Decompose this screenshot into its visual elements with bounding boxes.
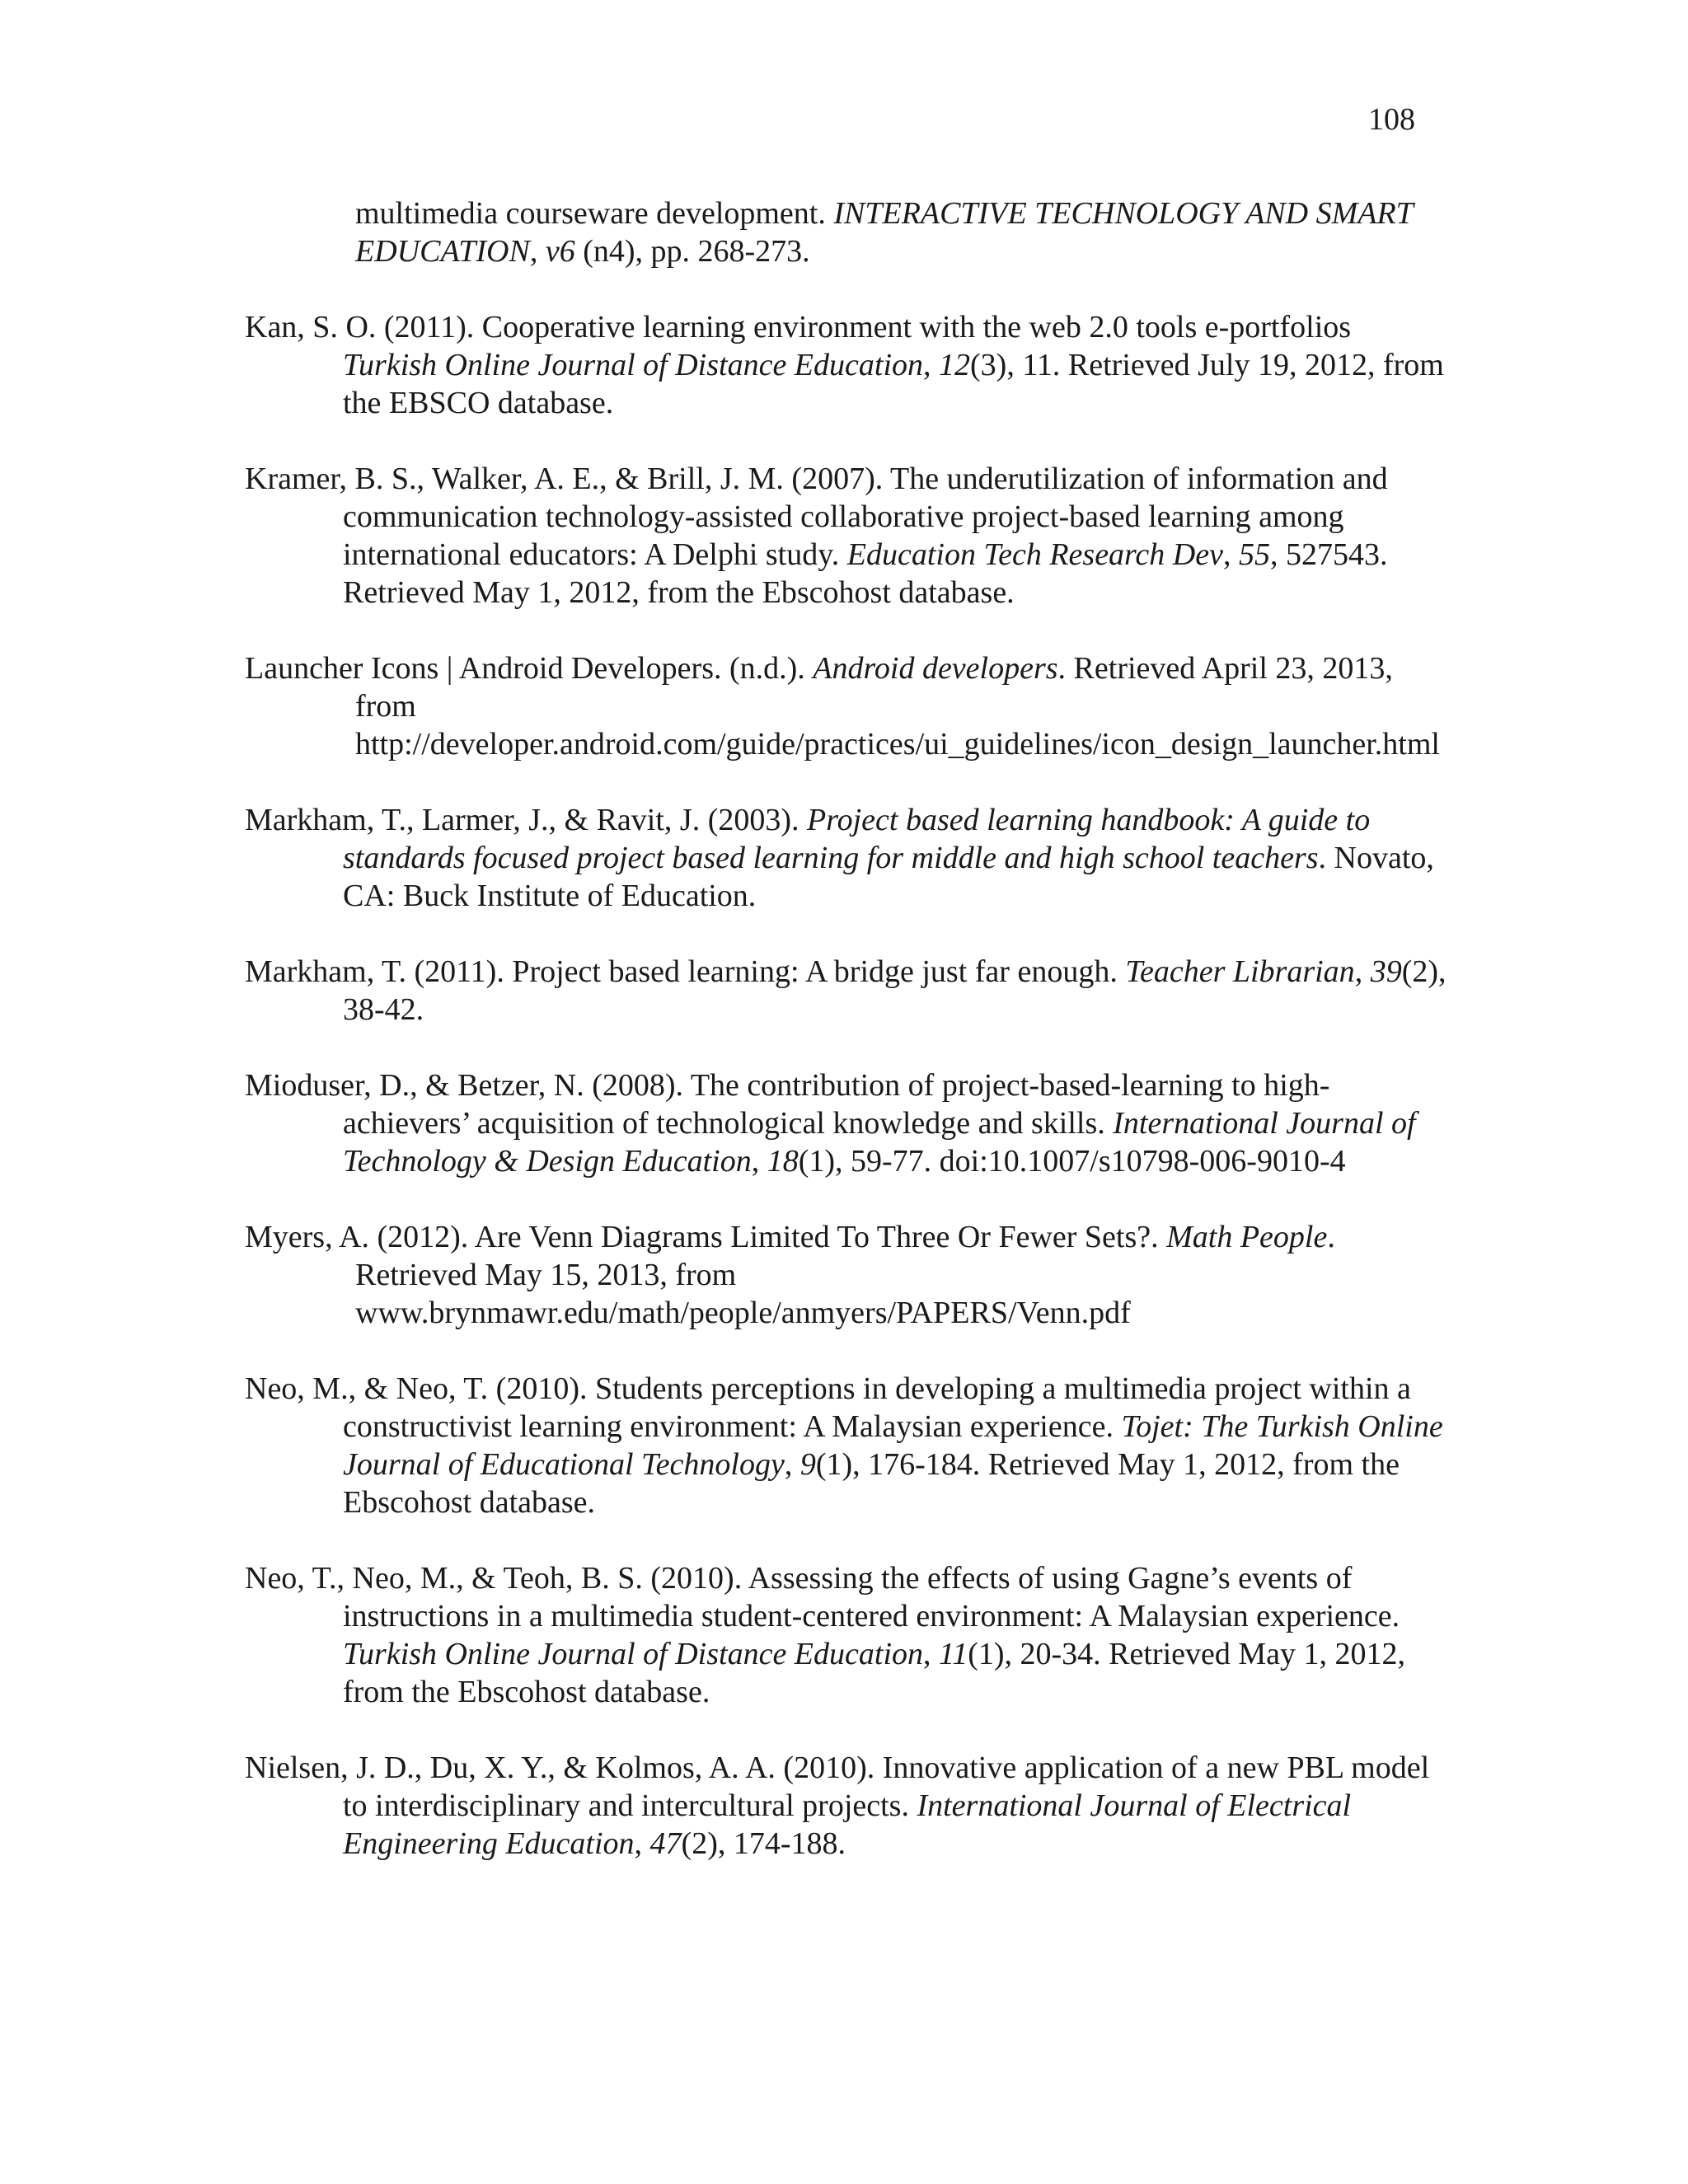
- reference-text: ,: [1354, 954, 1371, 989]
- reference-entry: [245, 1370, 1448, 1521]
- reference-italic-text: International Journal of Electrical Engineering Education: [343, 1788, 1352, 1861]
- reference-entry: [245, 649, 1448, 763]
- reference-italic-text: v6: [545, 234, 575, 269]
- reference-text: . Retrieved April 23, 2013, from http://developer.android.com/guide/practices/ui_guidelines/icon_design_launcher.html: [355, 651, 1440, 762]
- reference-italic-text: International Journal of Technology & Design Education: [343, 1106, 1416, 1179]
- reference-italic-text: Turkish Online Journal of Distance Education: [343, 1637, 924, 1671]
- reference-text: (n4), pp. 268-273.: [574, 234, 810, 269]
- reference-text: Nielsen, J. D., Du, X. Y., & Kolmos, A. A. (2010). Innovative application of a new PBL model to interdisciplinary and intercultural projects.: [245, 1750, 1430, 1823]
- reference-text: Kan, S. O. (2011). Cooperative learning environment with the web 2.0 tools e-portfolios: [245, 310, 1352, 344]
- reference-text: (1), 59-77. doi:10.1007/s10798-006-9010-4: [798, 1144, 1346, 1179]
- reference-text: (2), 38-42.: [343, 954, 1447, 1027]
- reference-italic-text: 12: [939, 348, 971, 382]
- reference-entry: [245, 460, 1448, 612]
- reference-italic-text: 39: [1370, 954, 1402, 989]
- reference-italic-text: 11: [939, 1637, 968, 1671]
- reference-italic-text: 9: [799, 1447, 816, 1482]
- reference-italic-text: 55: [1238, 537, 1270, 572]
- reference-entry: [245, 194, 1448, 270]
- reference-text: ,: [529, 234, 546, 269]
- reference-text: ,: [923, 348, 940, 382]
- reference-text: (1), 20-34. Retrieved May 1, 2012, from the Ebscohost database.: [343, 1637, 1406, 1709]
- reference-text: . Retrieved May 15, 2013, from www.brynmawr.edu/math/people/anmyers/PAPERS/Venn.pdf: [355, 1220, 1335, 1330]
- reference-entry: [245, 1066, 1448, 1180]
- reference-text: ,: [784, 1447, 800, 1482]
- reference-text: Kramer, B. S., Walker, A. E., & Brill, J. M. (2007). The underutilization of information and communication technology-assisted collaborative project-based learning among international educators: A Delphi study.: [245, 462, 1388, 572]
- reference-entry: [245, 953, 1448, 1029]
- reference-list: [245, 194, 1448, 1900]
- reference-italic-text: INTERACTIVE TECHNOLOGY AND SMART EDUCATION: [355, 196, 1414, 269]
- reference-entry: [245, 801, 1448, 915]
- reference-entry: [245, 1749, 1448, 1863]
- reference-text: ,: [634, 1826, 650, 1861]
- reference-text: (2), 174-188.: [681, 1826, 846, 1861]
- reference-text: (1), 176-184. Retrieved May 1, 2012, from the Ebscohost database.: [343, 1447, 1400, 1520]
- reference-text: Neo, M., & Neo, T. (2010). Students perceptions in developing a multimedia project within a constructivist learning environment: A Malaysian experience.: [245, 1371, 1411, 1444]
- reference-text: Markham, T., Larmer, J., & Ravit, J. (2003).: [245, 803, 807, 837]
- reference-entry: [245, 1559, 1448, 1711]
- reference-text: Mioduser, D., & Betzer, N. (2008). The contribution of project-based-learning to high-achievers’ acquisition of technological knowledge and skills.: [245, 1068, 1330, 1141]
- reference-text: multimedia courseware development.: [355, 196, 834, 231]
- reference-text: ,: [923, 1637, 940, 1671]
- reference-text: Launcher Icons | Android Developers. (n.d.).: [245, 651, 814, 686]
- reference-italic-text: Teacher Librarian: [1125, 954, 1355, 989]
- reference-text: . Novato, CA: Buck Institute of Education.: [343, 841, 1434, 913]
- reference-italic-text: Turkish Online Journal of Distance Education: [343, 348, 924, 382]
- reference-entry: [245, 1218, 1448, 1332]
- reference-text: , 527543. Retrieved May 1, 2012, from the Ebscohost database.: [343, 537, 1388, 610]
- reference-italic-text: 18: [767, 1144, 799, 1179]
- reference-text: Myers, A. (2012). Are Venn Diagrams Limited To Three Or Fewer Sets?.: [245, 1220, 1167, 1254]
- reference-italic-text: Project based learning handbook: A guide to standards focused project based learning for middle and high school teachers: [343, 803, 1371, 875]
- page-number: 108: [1368, 102, 1415, 137]
- reference-italic-text: Tojet: The Turkish Online Journal of Educational Technology: [343, 1409, 1443, 1482]
- reference-entry: [245, 308, 1448, 422]
- reference-italic-text: Math People: [1166, 1220, 1328, 1254]
- reference-text: Neo, T., Neo, M., & Teoh, B. S. (2010). Assessing the effects of using Gagne’s events of instructions in a multimedia student-centered environment: A Malaysian experience.: [245, 1561, 1400, 1633]
- reference-italic-text: 47: [649, 1826, 682, 1861]
- reference-text: ,: [751, 1144, 767, 1179]
- reference-text: (3), 11. Retrieved July 19, 2012, from the EBSCO database.: [343, 348, 1444, 420]
- reference-text: ,: [1222, 537, 1239, 572]
- reference-text: Markham, T. (2011). Project based learning: A bridge just far enough.: [245, 954, 1126, 989]
- reference-italic-text: Education Tech Research Dev: [846, 537, 1223, 572]
- reference-italic-text: Android developers: [813, 651, 1058, 686]
